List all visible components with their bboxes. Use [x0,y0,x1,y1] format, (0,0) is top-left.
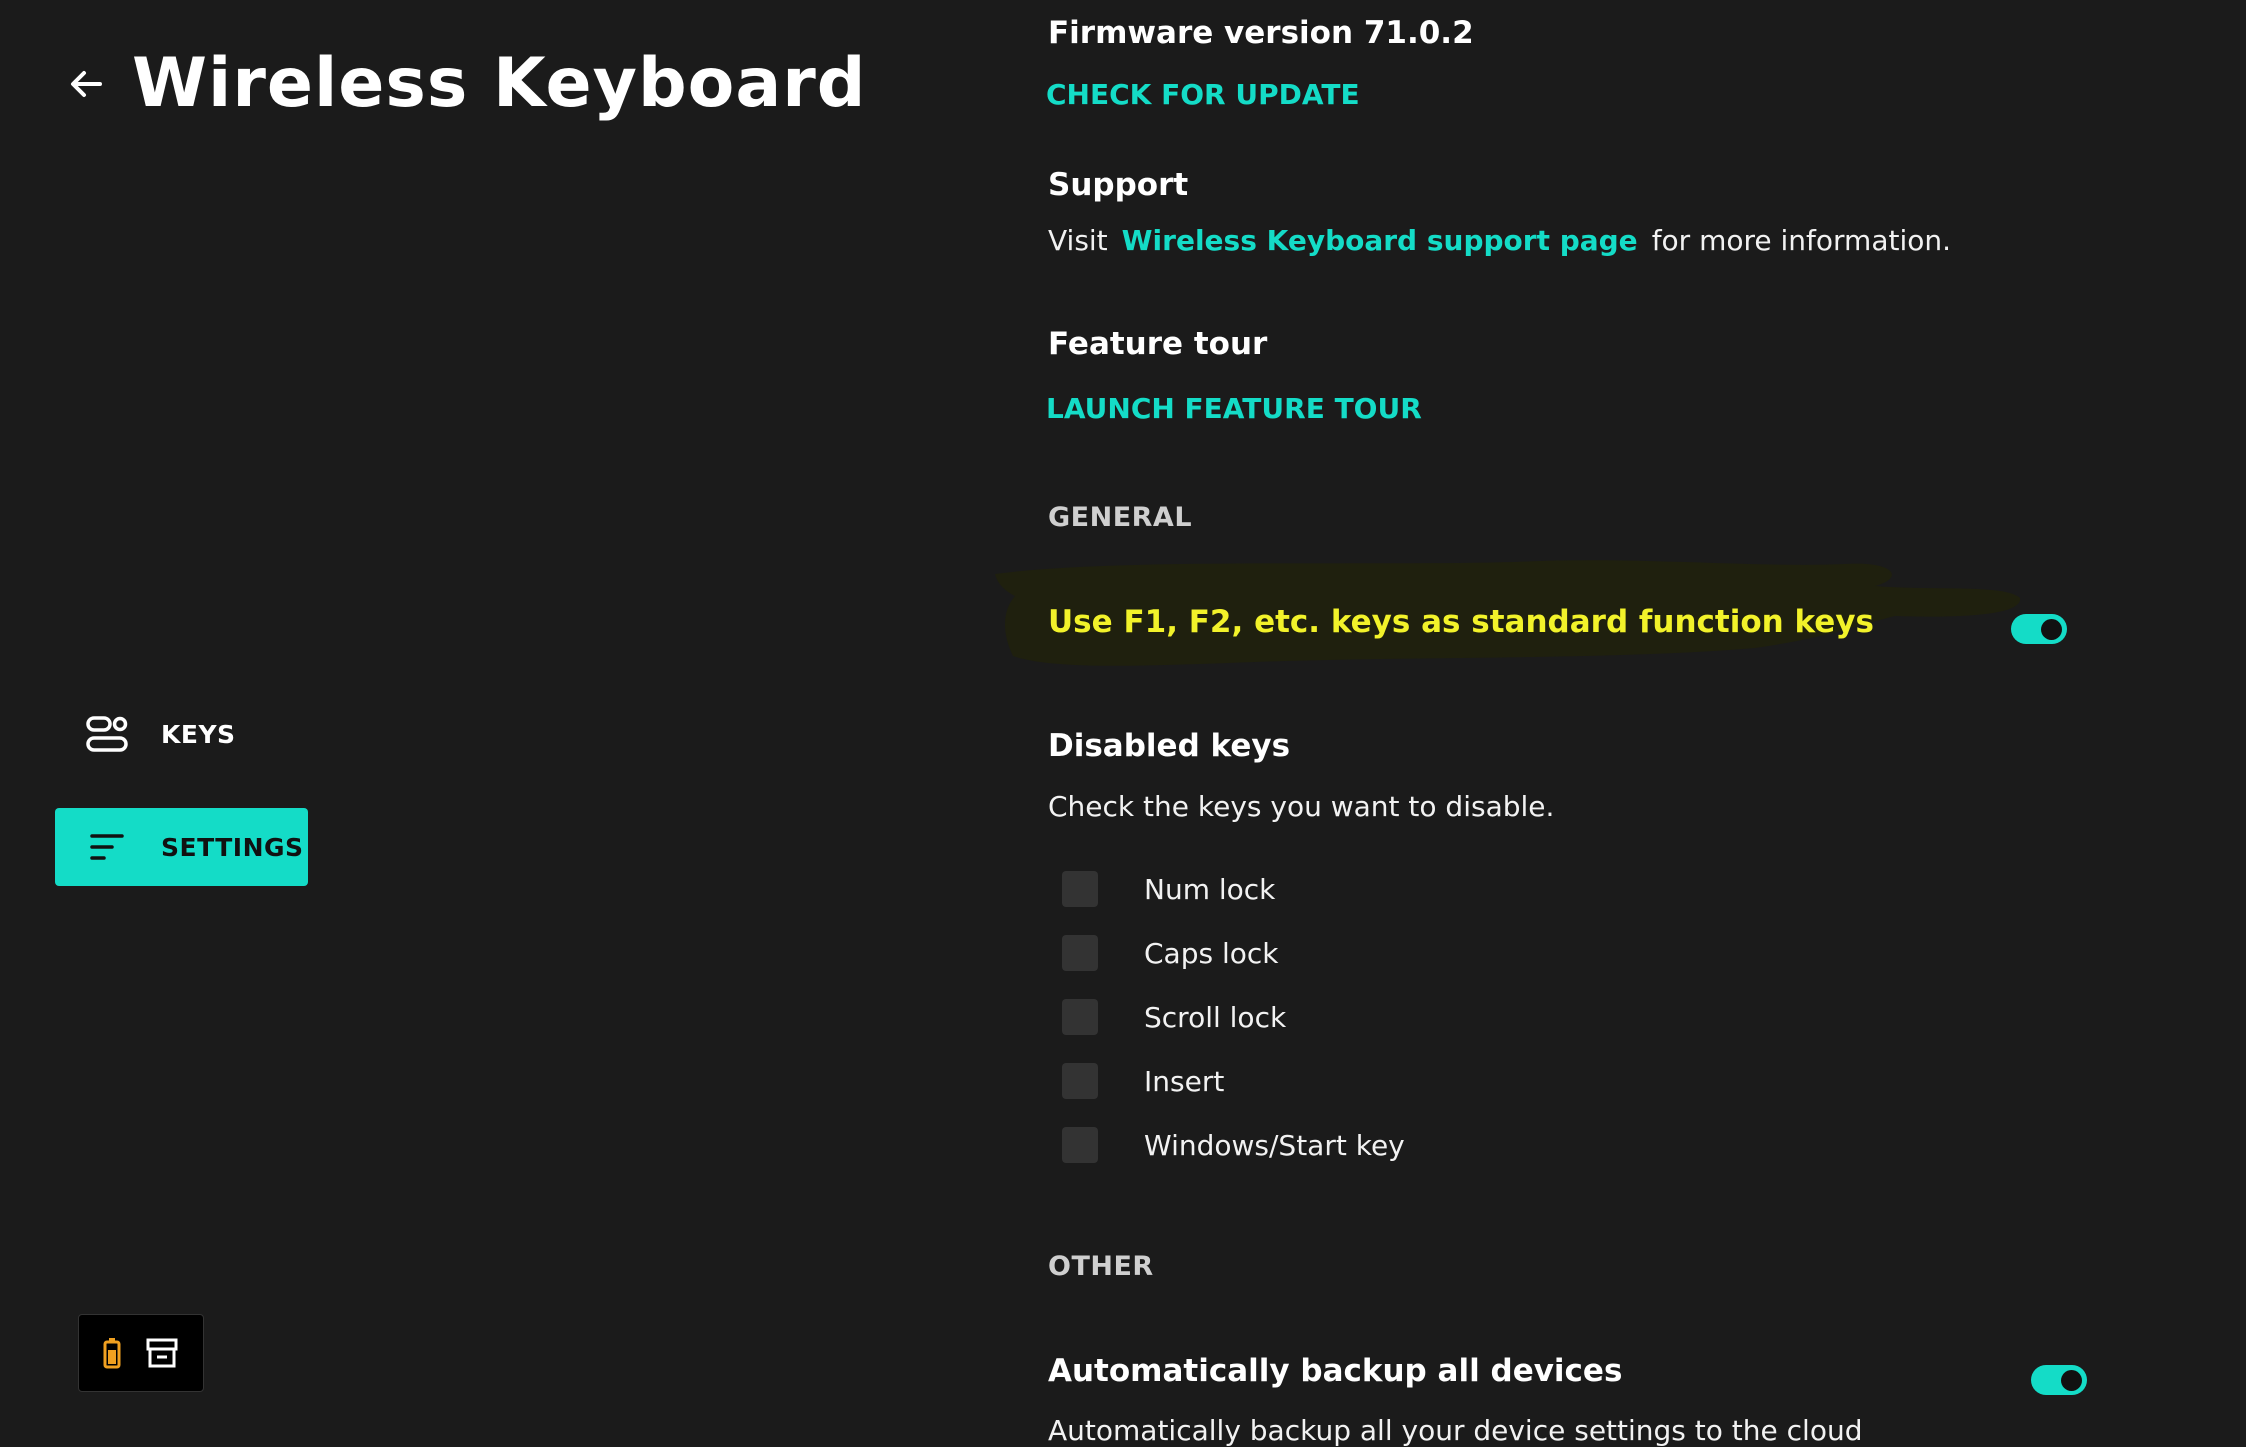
toggle-knob [2041,619,2062,640]
checkbox-row[interactable] [1062,869,1275,909]
arrow-left-icon[interactable] [66,64,106,104]
support-page-link[interactable]: Wireless Keyboard support page [1121,224,1638,257]
checkbox-label: Windows/Start key [1144,1128,1405,1162]
windows-start-key-checkbox[interactable] [1062,1127,1098,1163]
checkbox-row[interactable] [1062,1061,1224,1101]
checkbox-label: Caps lock [1144,936,1279,970]
support-prefix: Visit [1048,224,1108,257]
firmware-version: Firmware version 71.0.2 [1048,15,1474,51]
support-text [1048,224,1951,257]
check-update-link[interactable]: CHECK FOR UPDATE [1046,78,1360,111]
num-lock-checkbox[interactable] [1062,871,1098,907]
checkbox-row[interactable] [1062,1125,1405,1165]
battery-icon [103,1337,121,1369]
general-section-heading: GENERAL [1048,502,1193,533]
other-section-heading: OTHER [1048,1251,1154,1282]
page-title: Wireless Keyboard [132,44,867,123]
fn-keys-toggle[interactable] [2011,614,2067,644]
support-heading: Support [1048,167,1189,203]
launch-feature-tour-link[interactable]: LAUNCH FEATURE TOUR [1046,392,1422,425]
scroll-lock-checkbox[interactable] [1062,999,1098,1035]
support-suffix: for more information. [1651,224,1952,257]
keys-icon [85,712,129,756]
checkbox-label: Num lock [1144,872,1276,906]
checkbox-label: Scroll lock [1144,1000,1287,1034]
checkbox-label: Insert [1144,1064,1225,1098]
checkbox-row[interactable] [1062,997,1286,1037]
sidebar-item-keys[interactable] [55,695,308,773]
device-status[interactable] [78,1314,204,1392]
sidebar-item-settings[interactable] [55,808,308,886]
feature-tour-heading: Feature tour [1048,326,1268,362]
backup-description: Automatically backup all your device settings to the cloud [1048,1414,1863,1447]
disabled-keys-description: Check the keys you want to disable. [1048,790,1555,823]
settings-lines-icon [85,825,129,869]
insert-checkbox[interactable] [1062,1063,1098,1099]
fn-keys-label: Use F1, F2, etc. keys as standard function keys [1048,604,1874,640]
sidebar-item-label: KEYS [161,719,236,749]
disabled-keys-heading: Disabled keys [1048,728,1291,764]
sidebar-item-label: SETTINGS [161,832,304,862]
backup-heading: Automatically backup all devices [1048,1353,1623,1389]
backup-toggle[interactable] [2031,1365,2087,1395]
checkbox-row[interactable] [1062,933,1279,973]
receiver-icon [145,1337,179,1369]
caps-lock-checkbox[interactable] [1062,935,1098,971]
toggle-knob [2061,1370,2082,1391]
